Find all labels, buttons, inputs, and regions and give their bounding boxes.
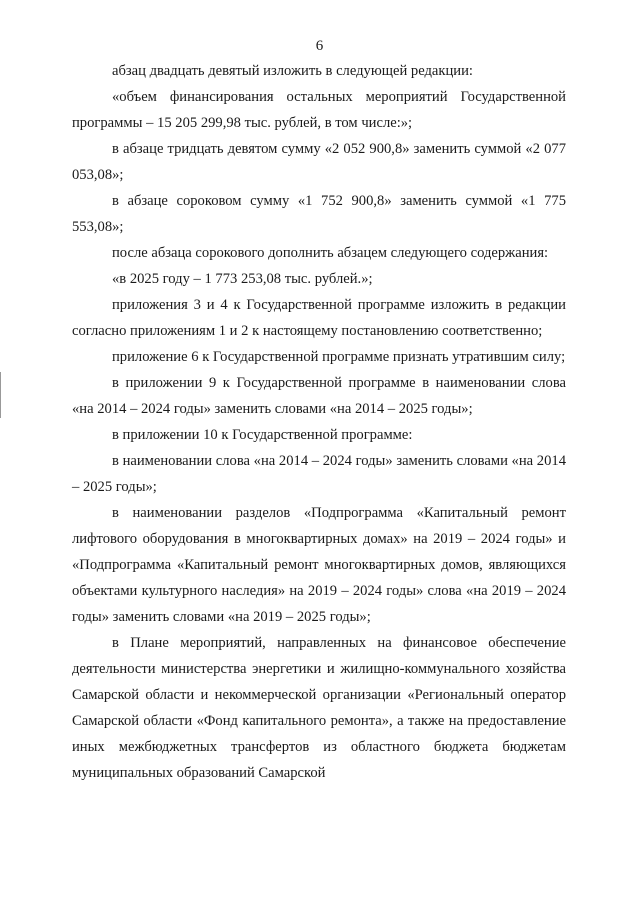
paragraph: приложение 6 к Государственной программе признать утратившим силу; — [112, 349, 566, 365]
paragraph: в приложении 10 к Государственной программе: — [112, 427, 413, 443]
paragraph: в приложении 9 к Государственной программе в наименовании слова «на 2014 – 2024 годы» заменить словами «на 2014 – 2025 годы»; — [72, 375, 566, 417]
paragraph: приложения 3 и 4 к Государственной программе изложить в редакции согласно приложениям 1 и 2 к настоящему постановлению соответственно; — [72, 297, 566, 339]
paragraph: после абзаца сорокового дополнить абзацем следующего содержания: — [112, 245, 549, 261]
paragraph: в абзаце сороковом сумму «1 752 900,8» заменить суммой «1 775 553,08»; — [72, 193, 566, 235]
page-number: 6 — [315, 38, 324, 54]
paragraph: в Плане мероприятий, направленных на финансовое обеспечение деятельности министерства энергетики и жилищно-коммунального хозяйства Самарской области и некоммерческой организации «Региональный оператор Самарской области «Фонд капитального ремонта», а также на предоставление иных межбюджетных трансфертов из областного бюджета бюджетам муниципальных образований Самарской — [72, 635, 566, 781]
paragraph: в наименовании слова «на 2014 – 2024 годы» заменить словами «на 2014 – 2025 годы»; — [72, 453, 566, 495]
paragraph: «объем финансирования остальных мероприятий Государственной программы – 15 205 299,98 тыс. рублей, в том числе:»; — [72, 89, 566, 131]
paragraph: абзац двадцать девятый изложить в следующей редакции: — [112, 63, 473, 79]
paragraph: в абзаце тридцать девятом сумму «2 052 900,8» заменить суммой «2 077 053,08»; — [72, 141, 566, 183]
document-body — [72, 58, 566, 786]
paragraph: в наименовании разделов «Подпрограмма «Капитальный ремонт лифтового оборудования в многоквартирных домах» на 2019 – 2024 годы» и «Подпрограмма «Капитальный ремонт многоквартирных домов, являющихся объектами культурного наследия» на 2019 – 2024 годы» слова «на 2019 – 2024 годы» заменить словами «на 2019 – 2025 годы»; — [72, 505, 566, 625]
paragraph: «в 2025 году – 1 773 253,08 тыс. рублей.»; — [112, 271, 373, 287]
scan-edge-mark — [0, 372, 1, 418]
